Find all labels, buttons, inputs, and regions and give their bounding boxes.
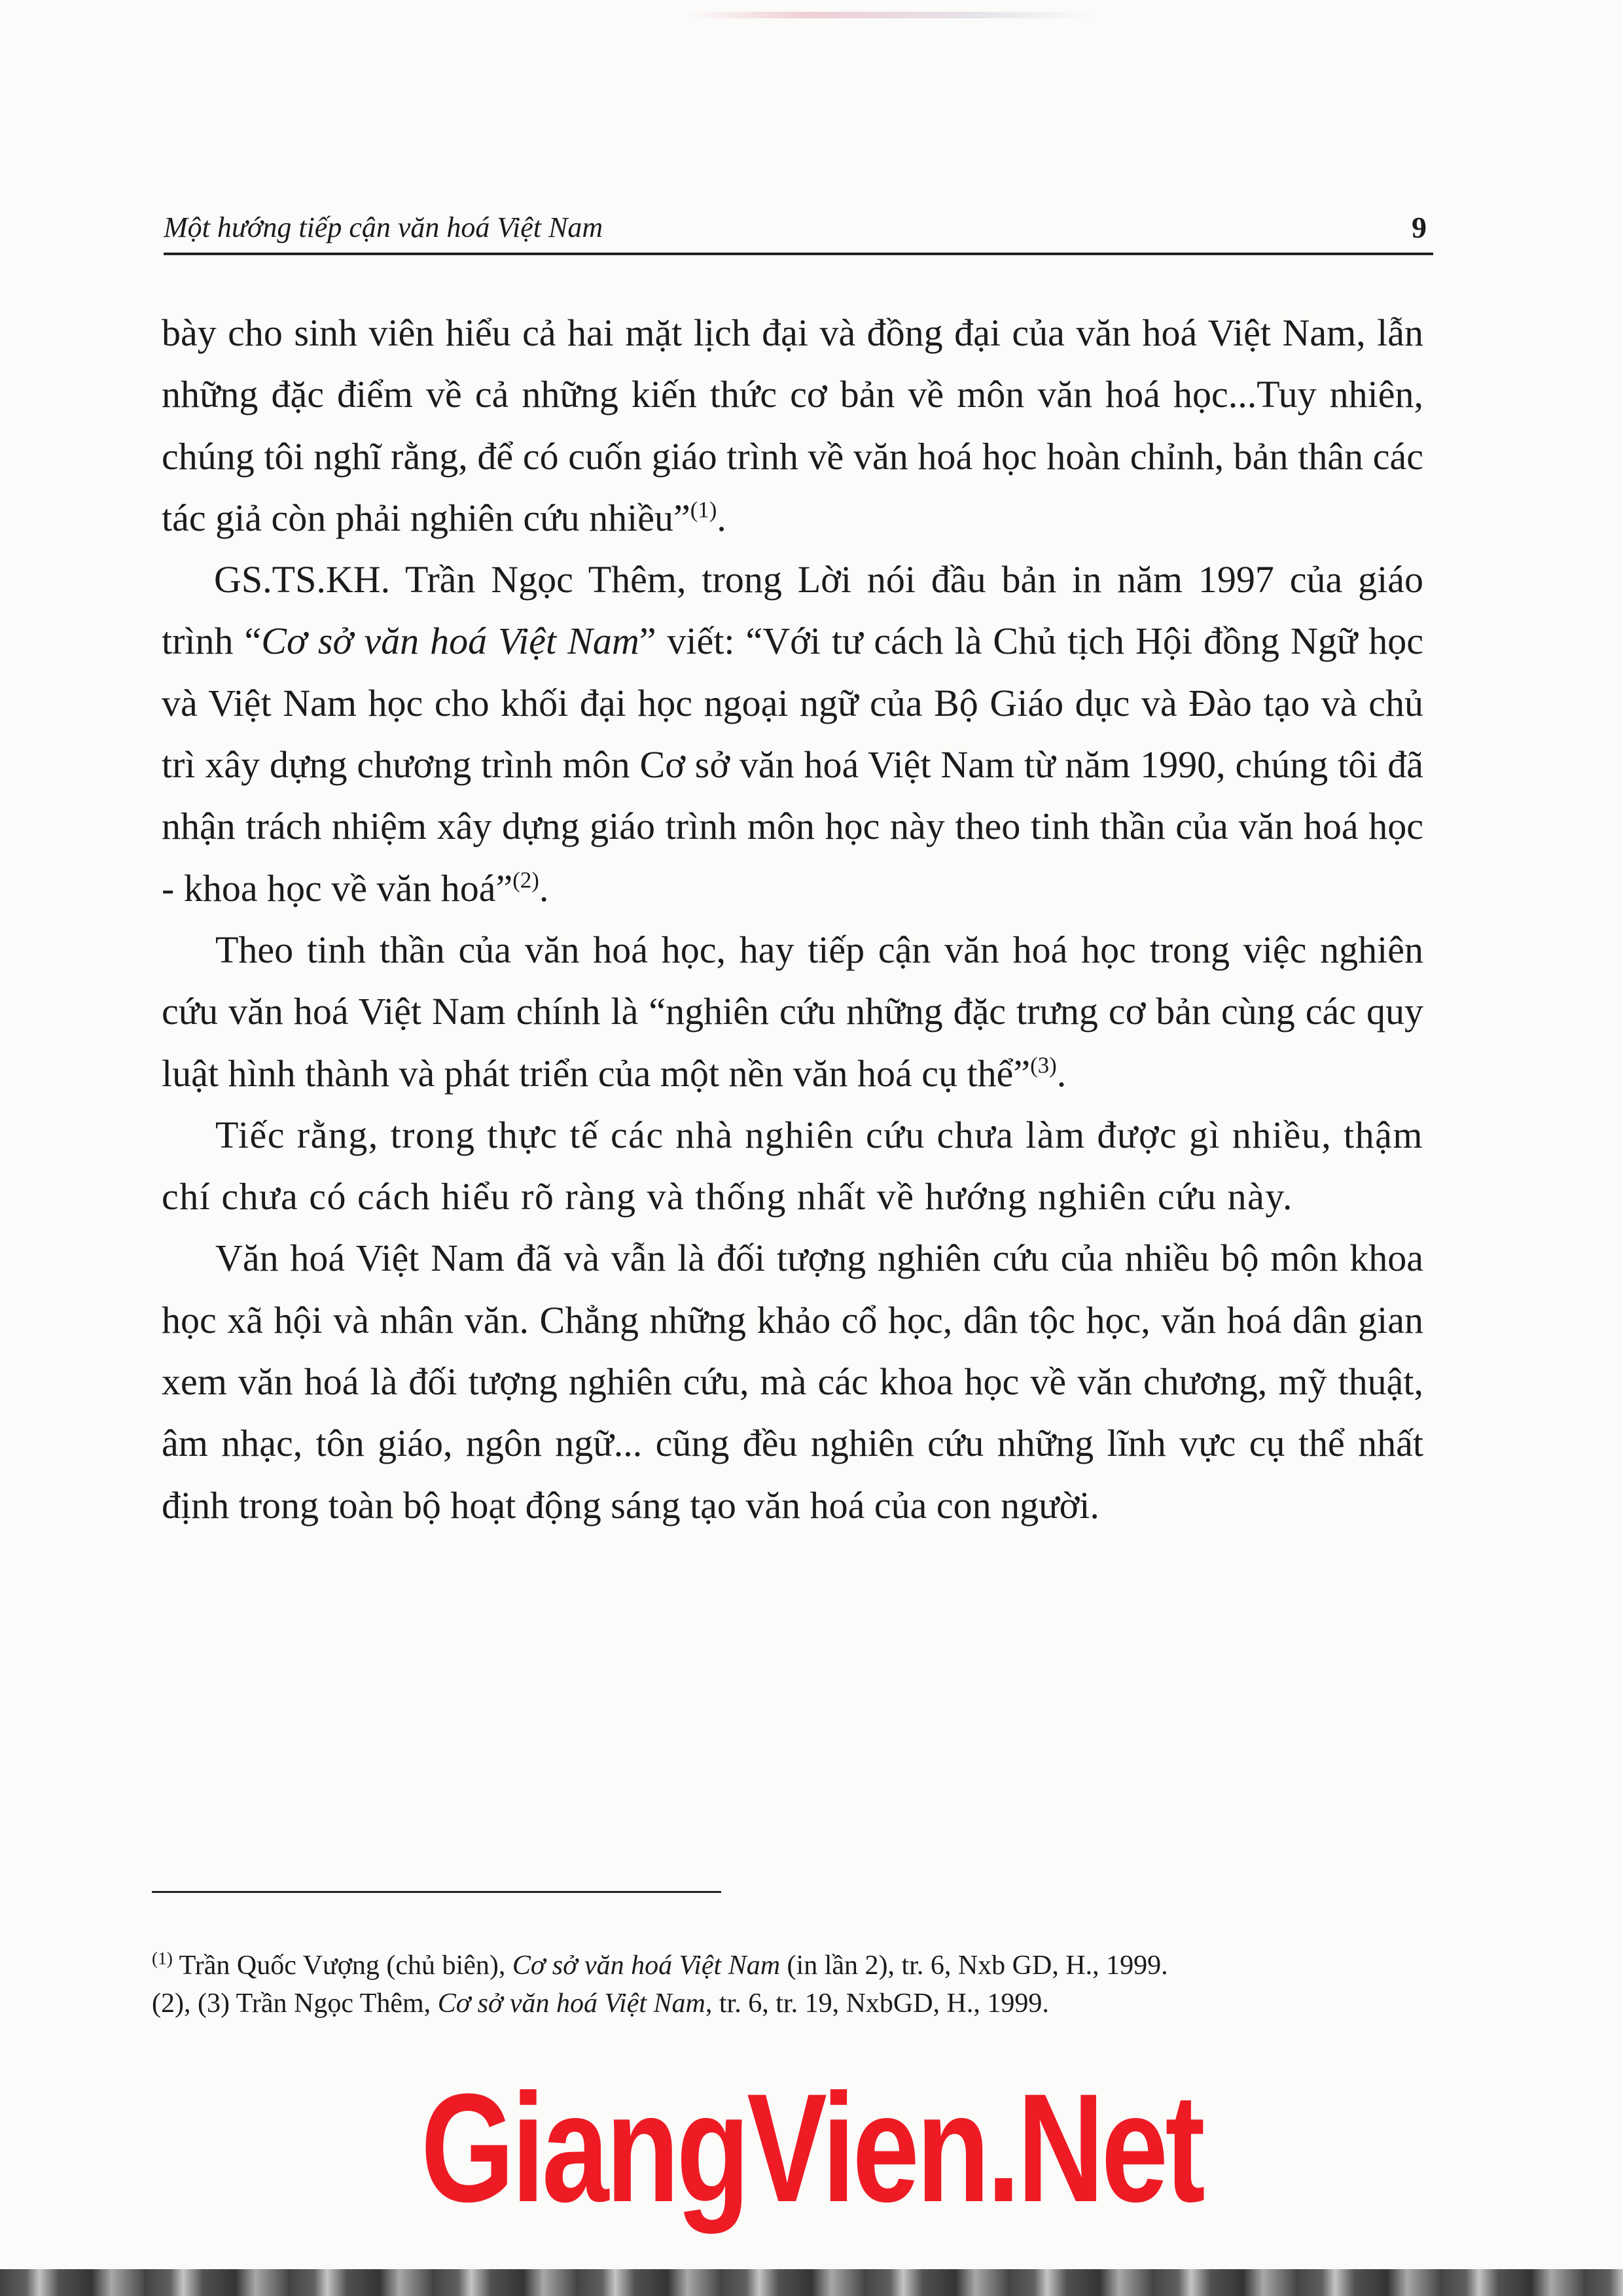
book-title: Cơ sở văn hoá Việt Nam: [261, 620, 639, 663]
footnote-ref-1: (1): [690, 497, 717, 523]
running-title: Một hướng tiếp cận văn hoá Việt Nam: [164, 211, 603, 243]
paragraph-1: bày cho sinh viên hiểu cả hai mặt lịch đại và đồng đại của văn hoá Việt Nam, lẫn những đặc điểm về cả những kiến thức cơ bản về môn văn hoá học...Tuy nhiên, chúng tôi nghĩ rằng, để có cuốn giáo trình về văn hoá học hoàn chỉnh, bản thân các tác giả còn phải nghiên cứu nhiều”$^{(1)}$.: [162, 311, 1423, 539]
paragraph-2: GS.TS.KH. Trần Ngọc Thêm, trong Lời nói đầu bản in năm 1997 của giáo trình “Cơ sở văn hoá Việt Nam” viết: “Với tư cách là Chủ tịch Hội đồng Ngữ học và Việt Nam học cho khối đại học ngoại ngữ của Bộ Giáo dục và Đào tạo và chủ trì xây dựng chương trình môn Cơ sở văn hoá Việt Nam từ năm 1990, chúng tôi đã nhận trách nhiệm xây dựng giáo trình môn học này theo tinh thần của văn hoá học - khoa học về văn hoá”$^{(2)}$.: [162, 558, 1423, 910]
footnote-rule: [152, 1891, 721, 1893]
footnote-ref-2: (2): [512, 867, 539, 893]
body-text: [162, 302, 1423, 1536]
footnotes: [152, 1947, 1421, 2022]
footnote-ref-3: (3): [1030, 1052, 1057, 1078]
scan-smudge: [687, 12, 1093, 18]
paragraph-5: Văn hoá Việt Nam đã và vẫn là đối tượng nghiên cứu của nhiều bộ môn khoa học xã hội và nhân văn. Chẳng những khảo cổ học, dân tộc học, văn hoá dân gian xem văn hoá là đối tượng nghiên cứu, mà các khoa học về văn chương, mỹ thuật, âm nhạc, tôn giáo, ngôn ngữ... cũng đều nghiên cứu những lĩnh vực cụ thể nhất định trong toàn bộ hoạt động sáng tạo văn hoá của con người.: [162, 1237, 1423, 1527]
paragraph-3: Theo tinh thần của văn hoá học, hay tiếp cận văn hoá học trong việc nghiên cứu văn hoá Việt Nam chính là “nghiên cứu những đặc trưng cơ bản cùng các quy luật hình thành và phát triển của một nền văn hoá cụ thể”$^{(3)}$.: [162, 928, 1423, 1095]
footnote-2-3: (2), (3) Trần Ngọc Thêm, Cơ sở văn hoá Việt Nam, tr. 6, tr. 19, NxbGD, H., 1999.: [152, 1988, 1049, 2019]
header-rule: [164, 253, 1433, 255]
watermark-logo: GiangVien.Net: [421, 2062, 1202, 2234]
running-header: [164, 208, 1433, 247]
scan-edge-band: [0, 2269, 1623, 2296]
paragraph-4: Tiếc rằng, trong thực tế các nhà nghiên cứu chưa làm được gì nhiều, thậm chí chưa có cách hiểu rõ ràng và thống nhất về hướng nghiên cứu này.: [162, 1113, 1423, 1218]
footnote-1: $^{(1)}$ Trần Quốc Vượng (chủ biên), Cơ sở văn hoá Việt Nam (in lần 2), tr. 6, Nxb GD, H., 1999.: [152, 1949, 1168, 1981]
page-number: 9: [1412, 211, 1427, 244]
